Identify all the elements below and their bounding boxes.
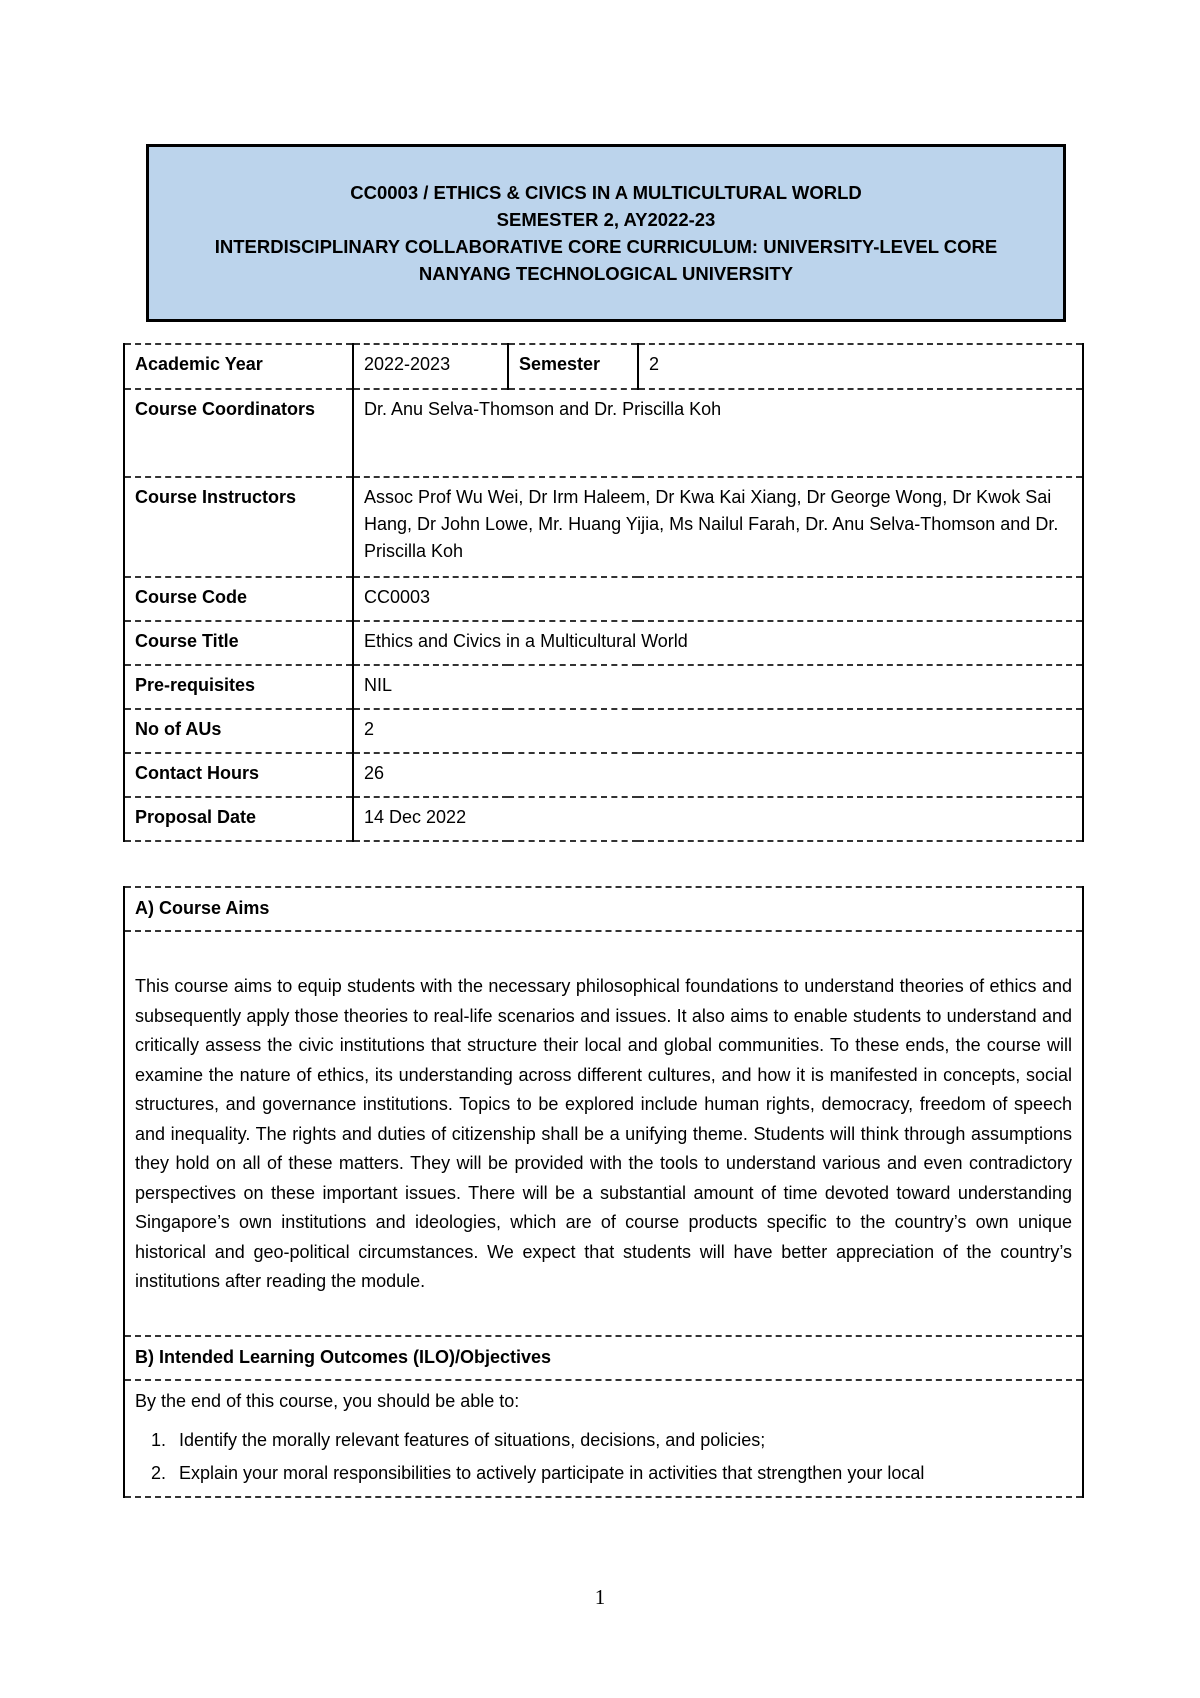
page-number: 1 [594,1585,606,1609]
academic-year-label: Academic Year [124,344,353,389]
coordinators-value: Dr. Anu Selva-Thomson and Dr. Priscilla Koh [353,389,1083,477]
course-code-value: CC0003 [353,577,1083,621]
table-row [124,477,1083,577]
course-title-value: Ethics and Civics in a Multicultural World [353,621,1083,665]
table-row [124,931,1083,1336]
ilo-intro: By the end of this course, you should be able to: [135,1390,520,1411]
course-code-label: Course Code [124,577,353,621]
contact-hours-label: Contact Hours [124,753,353,797]
table-row [124,665,1083,709]
course-aims-heading: A) Course Aims [124,887,1083,931]
prerequisites-label: Pre-requisites [124,665,353,709]
proposal-date-label: Proposal Date [124,797,353,841]
table-row [124,887,1083,931]
list-item: 1. Identify the morally relevant features of situations, decisions, and policies; [171,1424,1072,1457]
course-info-table [123,343,1084,842]
table-row [124,753,1083,797]
course-title-label: Course Title [124,621,353,665]
header-university: NANYANG TECHNOLOGICAL UNIVERSITY [418,263,794,284]
semester-label: Semester [508,344,638,389]
header-curriculum: INTERDISCIPLINARY COLLABORATIVE CORE CURRICULUM: UNIVERSITY-LEVEL CORE [214,236,998,257]
contact-hours-value: 26 [353,753,1083,797]
table-row [124,621,1083,665]
semester-value: 2 [638,344,1083,389]
table-row [124,1380,1083,1498]
header-course-title: CC0003 / ETHICS & CIVICS IN A MULTICULTURAL WORLD [350,182,862,203]
course-aims-text: This course aims to equip students with the necessary philosophical foundations to understand theories of ethics and subsequently apply those theories to real-life scenarios and issues. It also aims to enable students to understand and critically assess the civic institutions that structure their local and global communities. To these ends, the course will examine the nature of ethics, its understanding across different cultures, and how it is manifested in concepts, social structures, and governance institutions. Topics to be explored include human rights, democracy, freedom of speech and inequality. The rights and duties of citizenship shall be a unifying theme. Students will think through assumptions they hold on all of these matters. They will be provided with the tools to understand various and even contradictory perspectives on these important issues. There will be a substantial amount of time devoted toward understanding Singapore’s own institutions and ideologies, which are of course products specific to the country’s own unique historical and geo-political circumstances. We expect that students will have better appreciation of the country’s institutions after reading the module. [124,931,1083,1336]
aus-value: 2 [353,709,1083,753]
header-semester: SEMESTER 2, AY2022-23 [496,209,716,230]
coordinators-label: Course Coordinators [124,389,353,477]
instructors-value: Assoc Prof Wu Wei, Dr Irm Haleem, Dr Kwa Kai Xiang, Dr George Wong, Dr Kwok Sai Hang, Dr John Lowe, Mr. Huang Yijia, Ms Nailul Farah, Dr. Anu Selva-Thomson and Dr. Priscilla Koh [353,477,1083,577]
table-row [124,1336,1083,1380]
list-item: 2. Explain your moral responsibilities to actively participate in activities that strengthen your local [171,1457,1072,1490]
table-row [124,577,1083,621]
prerequisites-value: NIL [353,665,1083,709]
proposal-date-value: 14 Dec 2022 [353,797,1083,841]
course-aims-table [123,886,1084,1498]
table-row [124,709,1083,753]
ilo-list [135,1424,1072,1490]
instructors-label: Course Instructors [124,477,353,577]
academic-year-value: 2022-2023 [353,344,508,389]
table-row [124,389,1083,477]
table-row [124,797,1083,841]
ilo-heading: B) Intended Learning Outcomes (ILO)/Objectives [124,1336,1083,1380]
aus-label: No of AUs [124,709,353,753]
ilo-content [124,1380,1083,1498]
table-row [124,344,1083,389]
document-header [146,144,1066,322]
